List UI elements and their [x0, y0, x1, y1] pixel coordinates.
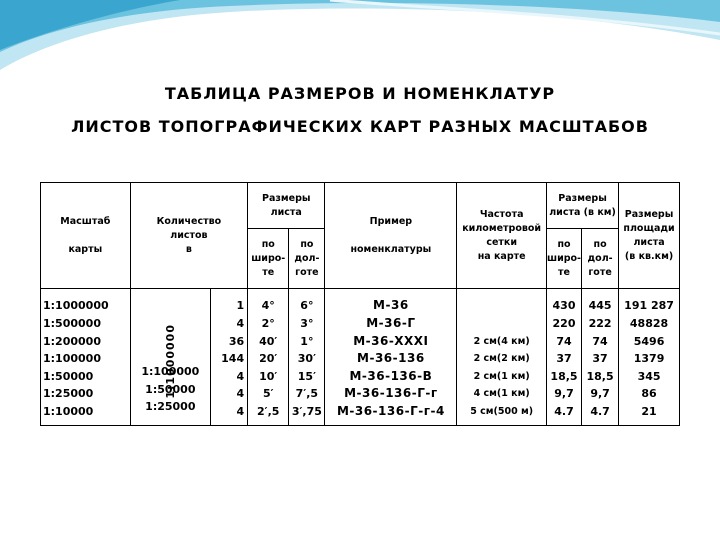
header-area: Размеры площади листа (в кв.км) [619, 183, 680, 289]
col-lon: 6° 3° 1° 30′ 15′ 7′,5 3′,75 [289, 289, 325, 426]
col-lat-km: 430 220 74 37 18,5 9,7 4.7 [546, 289, 581, 426]
decorative-swoosh [0, 0, 720, 80]
header-sheet-size: Размеры листа [248, 183, 325, 229]
col-in-scale: 1:1000000 1:100000 1:50000 1:25000 [130, 289, 210, 426]
col-example: М-36 М-36-Г М-36-XXXI М-36-136 М-36-136-В М-36-136-Г-г М-36-136-Г-г-4 [325, 289, 457, 426]
page-title: ТАБЛИЦА РАЗМЕРОВ И НОМЕНКЛАТУР [164, 84, 556, 103]
header-lat-km: по широ- те [546, 229, 581, 289]
col-count: 1 4 36 144 4 4 4 [211, 289, 248, 426]
header-count: Количество листов в [130, 183, 247, 289]
vertical-scale-label: 1:1000000 [163, 323, 177, 399]
scale-table [40, 182, 680, 426]
header-lon-km: по дол- готе [582, 229, 619, 289]
col-scale: 1:1000000 1:500000 1:200000 1:100000 1:50000 1:25000 1:10000 [41, 289, 131, 426]
header-scale: Масштаб карты [41, 183, 131, 289]
col-lon-km: 445 222 74 37 18,5 9,7 4.7 [582, 289, 619, 426]
header-example: Пример номенклатуры [325, 183, 457, 289]
header-lat: по широ- те [248, 229, 289, 289]
header-frequency: Частота километровой сетки на карте [457, 183, 547, 289]
col-lat: 4° 2° 40′ 20′ 10′ 5′ 2′,5 [248, 289, 289, 426]
col-frequency: 2 см(4 км) 2 см(2 км) 2 см(1 км) 4 см(1 км) 5 см(500 м) [457, 289, 547, 426]
header-size-km: Размеры листа (в км) [546, 183, 618, 229]
col-area: 191 287 48828 5496 1379 345 86 21 [619, 289, 680, 426]
page-subtitle: ЛИСТОВ ТОПОГРАФИЧЕСКИХ КАРТ РАЗНЫХ МАСШТАБОВ [71, 117, 649, 136]
header-lon: по дол- готе [289, 229, 325, 289]
